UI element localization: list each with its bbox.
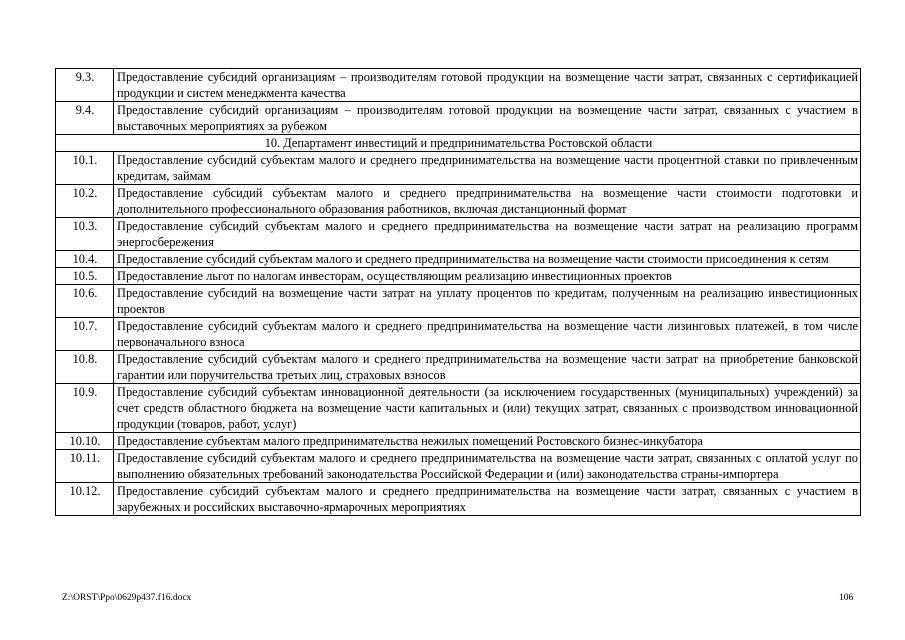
table-row <box>56 285 861 318</box>
table-row <box>56 152 861 185</box>
row-text: Предоставление субсидий субъектам малого и среднего предпринимательства на возмещение части затрат на реализацию программ энергосбережения <box>114 218 861 251</box>
row-number: 10.12. <box>56 483 114 516</box>
row-text: Предоставление субсидий субъектам малого и среднего предпринимательства на возмещение части стоимости подготовки и дополнительного профессионального образования работников, включая дистанционный формат <box>114 185 861 218</box>
section-row <box>56 135 861 152</box>
table-row <box>56 351 861 384</box>
row-number: 10.6. <box>56 285 114 318</box>
row-number: 10.10. <box>56 433 114 450</box>
row-text: Предоставление субсидий субъектам малого и среднего предпринимательства на возмещение части процентной ставки по привлеченным кредитам, займам <box>114 152 861 185</box>
row-text: Предоставление льгот по налогам инвесторам, осуществляющим реализацию инвестиционных проектов <box>114 268 861 285</box>
table-row <box>56 102 861 135</box>
row-text: Предоставление субсидий субъектам инновационной деятельности (за исключением государственных (муниципальных) учреждений) за счет средств областного бюджета на возмещение части капитальных и (или) текущих затрат, связанных с производством инновационной продукции (товаров, работ, услуг) <box>114 384 861 433</box>
row-text: Предоставление субсидий субъектам малого и среднего предпринимательства на возмещение части затрат, связанных с оплатой услуг по выполнению обязательных требований законодательства Российской Федерации и (или) законодательства страны-импортера <box>114 450 861 483</box>
row-number: 10.1. <box>56 152 114 185</box>
row-number: 10.7. <box>56 318 114 351</box>
row-number: 10.8. <box>56 351 114 384</box>
footer-file-path: Z:\ORST\Ppo\0629p437.f16.docx <box>62 593 192 603</box>
table-row <box>56 218 861 251</box>
table-row <box>56 433 861 450</box>
row-number: 10.11. <box>56 450 114 483</box>
row-text: Предоставление субсидий на возмещение части затрат на уплату процентов по кредитам, полученным на реализацию инвестиционных проектов <box>114 285 861 318</box>
table-row <box>56 483 861 516</box>
measures-table <box>55 68 861 516</box>
table-row <box>56 384 861 433</box>
row-text: Предоставление субсидий субъектам малого и среднего предпринимательства на возмещение части лизинговых платежей, в том числе первоначального взноса <box>114 318 861 351</box>
row-text: Предоставление субсидий субъектам малого и среднего предпринимательства на возмещение части затрат, связанных с участием в зарубежных и российских выставочно-ярмарочных мероприятиях <box>114 483 861 516</box>
table-row <box>56 450 861 483</box>
row-number: 10.2. <box>56 185 114 218</box>
row-number: 9.3. <box>56 69 114 102</box>
table-row <box>56 268 861 285</box>
row-text: Предоставление субсидий организациям – производителям готовой продукции на возмещение части затрат, связанных с сертификацией продукции и систем менеджмента качества <box>114 69 861 102</box>
row-text: Предоставление субсидий организациям – производителям готовой продукции на возмещение части затрат, связанных с участием в выставочных мероприятиях за рубежом <box>114 102 861 135</box>
row-number: 9.4. <box>56 102 114 135</box>
row-number: 10.4. <box>56 251 114 268</box>
row-number: 10.9. <box>56 384 114 433</box>
table-row <box>56 318 861 351</box>
row-text: Предоставление субсидий субъектам малого и среднего предпринимательства на возмещение части стоимости присоединения к сетям <box>114 251 861 268</box>
row-number: 10.3. <box>56 218 114 251</box>
row-text: Предоставление субсидий субъектам малого и среднего предпринимательства на возмещение части затрат на приобретение банковской гарантии или поручительства третьих лиц, страховых взносов <box>114 351 861 384</box>
section-heading: 10. Департамент инвестиций и предпринимательства Ростовской области <box>56 135 861 152</box>
table-row <box>56 251 861 268</box>
table-row <box>56 69 861 102</box>
table-row <box>56 185 861 218</box>
page-number: 106 <box>839 593 854 603</box>
row-text: Предоставление субъектам малого предпринимательства нежилых помещений Ростовского бизнес-инкубатора <box>114 433 861 450</box>
row-number: 10.5. <box>56 268 114 285</box>
